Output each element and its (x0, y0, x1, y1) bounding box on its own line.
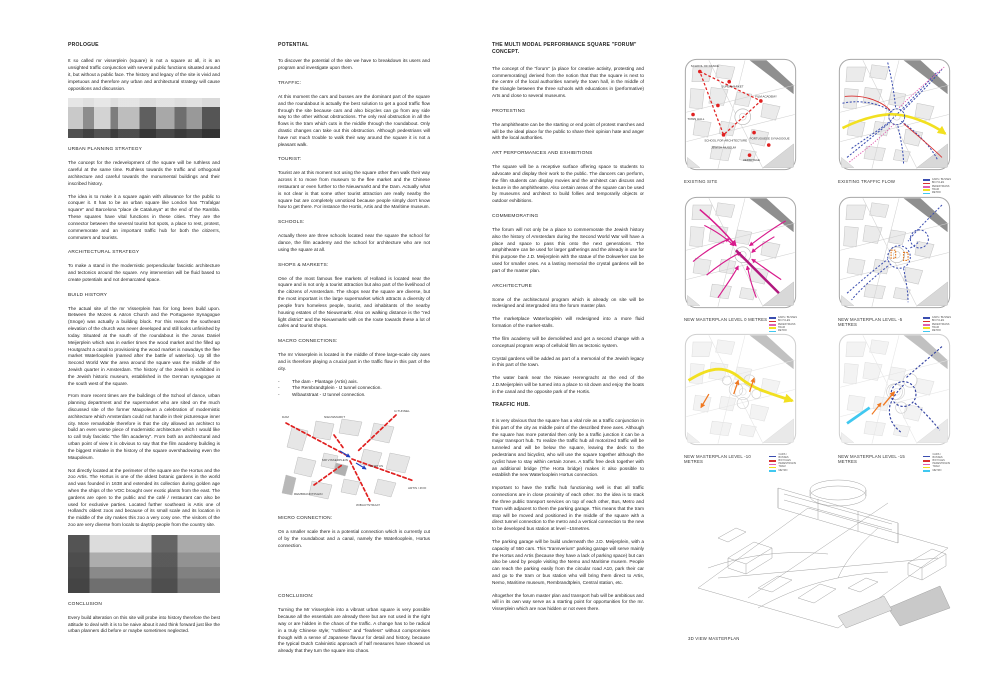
paragraph: It so called mr visserplein (square) is not a square at all, it is an unsighted traffic conjunction with several public functions situated around it, but without a public face. The history and legacy of the site is vivid and impetuous and therefore any urban and architectural strategy will cause oppositions and discussion. (68, 58, 220, 91)
legend-entry: CARS / BUSSES (769, 317, 797, 320)
legend-entry: TRAM (923, 466, 951, 469)
paragraph: The square will be a receptive surface offering space to students to advocate and display their work to the public. The dancers can perform, the film students can display movies and the architect can discuss and lecture in the amphitheatre. Also certain areas of the square can be used by museums and architect to build follies and temporarily objects or outdoor exhibitions. (492, 164, 644, 204)
paragraph: The concept for the redevelopment of the square will be ruthless and careful at the same time. Ruthless towards the traffic and orthogonal architecture and careful towards the monumental buildings and their inscribed history. (68, 160, 220, 186)
section-heading: MACRO CONNECTIONS: (278, 339, 338, 345)
paragraph: Some of the architectural program which is already on site will be redesigned and intergraded into the forum master plan. (492, 296, 644, 309)
legend-entry: BICYCLES (923, 182, 951, 185)
legend-swatch (769, 456, 776, 458)
legend-swatch (769, 321, 776, 323)
paragraph: Altogether the forum master plan and transport hub will be ambitious and will in its own way serve as a starting point for opportunities for the mr. Visserplein which are now hidden or not even there. (492, 592, 644, 612)
column-forum-concept (492, 42, 644, 682)
site-label-hermitage: HERMITAGE (742, 157, 760, 162)
legend-entry: TRAM (923, 327, 951, 330)
paragraph: On a smaller scale there is a potential connection which is currently cut of by the roundabout and a canal, namely the Waterlooplein, Hortus connection. (278, 528, 430, 548)
legend-swatch (923, 183, 930, 185)
legend-entry: CARS / BUSSES (923, 317, 951, 320)
legend-entry: TRAM (923, 189, 951, 192)
paragraph: At this moment the cars and busses are the dominant part of the square and the roundabout is actually the best solution to get a good traffic flow through the site because cars and also bicycles can go from any side way to the other without obstructions. The only real obstruction in all the flows is the tram which cuts in the middle through the roundabout. Only drastic changes can take out this obstruction. Although pedestrians will have not much trouble to walk their way around the square it is not a pleasant walk. (278, 93, 430, 147)
section-title: PROLOGUE (68, 42, 99, 48)
map-masterplan-level-minus10 (684, 329, 797, 472)
section-heading: CONCLUSION: (278, 594, 314, 600)
paragraph: Actually there are three schools located near the square the school for dance, the film academy and the school for architecture who are not using the square at all. (278, 233, 430, 252)
legend-entry: PEDESTRIANS (923, 324, 951, 327)
section-title: THE MULTI MODAL PERFORMANCE SQUARE "FORUM" CONCEPT. (492, 42, 637, 56)
legend-swatch (923, 464, 930, 466)
paragraph: Important to have the traffic hub functioning well is that all traffic connections are in close proximity of each other. So the idea is to stack the three public transport services on top of each other, Bus, Metro and Tram with adjacent to them the parking garage. This means that the tram stop will be moved and positioned in the middle of the square with a direct tunnel connection to the metro and a vertical connection to the new to be developed bus station at level –15metres. (492, 485, 644, 532)
legend-swatch (923, 179, 930, 181)
legend-entry: PEDESTRIANS (923, 463, 951, 466)
photo-street-view (68, 535, 220, 593)
site-label-supermarket: SUPERMARKET (721, 84, 744, 89)
paragraph: It is very obvious that the square has a vital role as a traffic conjunction in this part of the city as middle point of the described three axes. Although the square has more potential then only be a traffic junction it can be a major transport hub. To realize the traffic hub all motorized traffic will be tunneled and will be below the square, leaving the deck to the pedestrians and bicyclist, who will use the square together although the cyclist have to stay within certain zones. A traffic free deck together with an additional bridge (The Horta bridge) makes it also possible to establish the new Waterlooplein Hortus connection. (492, 417, 644, 478)
legend-swatch (923, 189, 930, 191)
paragraph: Tourist are at this moment not using the square other then walk their way across it to move from museum to the flee market and the Chinese restaurant or even further to the Nieuwmarkt and the Dam. Actually what is not clear is that some other tourist attraction are really nearby the square but are completely unnoticed because people simply don't know how to get there. For instance the Hortis, Artis and the Maritime museum. (278, 170, 430, 210)
paragraph: The concept of the "forum" (a place for creative activity, protesting and commemorating) derived from the notion that that the square is next to the centre of the local authorities namely the town hall, in the middle of the triangle between the three schools with educations in (performative) Arts and close to several museums. (492, 65, 644, 98)
site-label-school-for-architecture: SCHOOL FOR ARCHITECTURE (704, 138, 748, 143)
legend-entry: METRO (769, 330, 797, 333)
masterplan-3d-view (688, 468, 962, 633)
legend-entry: BICYCLES (769, 320, 797, 323)
legend-entry: PEDESTRIANS (923, 186, 951, 189)
3d-view-caption: 3D VIEW MASTERPLAN (688, 636, 740, 641)
bullet-list (278, 379, 430, 399)
macro-label-artis: ARTIS / ZOO (408, 485, 427, 490)
legend-swatch (769, 460, 776, 462)
bullet-item: - Wibautstraat - IJ tunnel connection. (278, 392, 366, 398)
paragraph: Every build alteration on this site will probe into history therefore the best attitude to deal with it is to be naive about it and think forward just like the urban planners did before or maybe sometimes neglected. (68, 614, 220, 634)
paragraph: The film academy will be demolished and get a second change with a conceptual program wrap of celluloid film as tectonic system. (492, 335, 644, 348)
legend-swatch (923, 324, 930, 326)
macro-label-hortus: HORTUS (370, 463, 384, 468)
bullet-item: - The dam - Plantage (Artis) axis. (278, 378, 358, 384)
legend-entry: PEDESTRIANS (769, 324, 797, 327)
section-heading: ARCHITECTURAL STRATEGY (68, 250, 140, 256)
paragraph: The forum will not only be a place to commemorate the Jewish history also the history of Amsterdam during the Second World War will have a place and space to pass this onto the next generations. The amphitheatre can be used for larger gatherings and the already in use for this purpose the J.D. Meijerplein with the statue of the Dokwerker can be used for smaller ones. As a lasting memorial the crystal gardens will be part of the master plan. (492, 226, 644, 273)
legend-entry: METRO (923, 330, 951, 333)
section-heading: MICRO CONNECTION: (278, 515, 333, 521)
paragraph: One of the most famous flee markets of Holland is located near the square and is not only a tourist attraction but also part of the livelihood of the citizens of Amsterdam. The shops near the square are diverse, but the most important is the large supermarket which attracts a diversity of people from homeless people, tourist, and inhabitants of the nearby housing estates of the Nieuwmarkt. Also on walking distance is the "red light district" and the Nieuwmarkt with on the route towards these a lot of cafes and tourist shops. (278, 275, 430, 329)
section-heading: SHOPS & MARKETS: (278, 262, 329, 268)
paragraph: To make a stand in the modernistic perpendicular fascistic architecture and tectonics around the square. Any intervention will be fluid based to create potentials and not demarcated space. (68, 263, 220, 282)
legend-entry: BICYCLES (769, 460, 797, 463)
map-existing-traffic-flow (838, 54, 951, 195)
map-masterplan-level-0 (684, 192, 797, 333)
paragraph: Not directly located at the perimeter of the square are the Hortus and the zoo Artis. The Hortus is one of the oldest botanic gardens in the world and was founded in 1638 and extended its collection during golden age when the ships of the VOC brought over exotic plants from the east. The gardens are open to the public and the café / restaurant can also be used for exclusive parties. Located further southeast is Artis one of Holland's oldest zoos and because of its small scale and its location in the middle of the city makes this zoo a very cosy one. The visitors of the zoo are very diverse from locals to daytrip people from the country site. (68, 467, 220, 528)
column-prologue (68, 42, 220, 682)
legend-swatch (923, 317, 930, 319)
macro-label-wibautstraat: WIBAUTSTRAAT (356, 502, 381, 507)
legend-entry: CARS / BUSSES (769, 454, 797, 459)
section-heading: ART PERFORMANCES AND EXHIBITIONS (492, 151, 593, 157)
macro-label-rembrandtplein: REMBRANDTPLEIN (294, 491, 323, 496)
map-caption-masterplan-minus10: NEW MASTERPLAN LEVEL -10 METRES (684, 454, 751, 464)
legend-entry: TRAM (769, 327, 797, 330)
map-masterplan-level-minus5 (838, 192, 951, 333)
map-existing-site (684, 54, 797, 184)
paragraph: Turning the Mr Visserplein into a vibrant urban square is very possible because all the essentials are already there but are not used in the right way or are hidden in the chaos of the traffic. A change has to be radical in a truly Chinese style; "ruthless" and "fearless" without compromises though with a sense of Japanese flavour for detail and history, because the typical Dutch Calvinistic approach of half measures have showed us already that they turn the square into chaos. (278, 607, 430, 654)
legend-entry: PEDESTRIANS (769, 463, 797, 466)
map-caption-masterplan-0: NEW MASTERPLAN LEVEL 0 METRES (684, 317, 768, 322)
paragraph: The mr Visserplein is located in the middle of three large-scale city axes and is therefore playing a crucial part in the traffic flow in this part of the city. (278, 352, 430, 371)
section-heading: PROTESTING (492, 108, 526, 114)
section-heading: TOURIST: (278, 157, 302, 163)
legend-entry: METRO (923, 470, 951, 473)
section-heading: URBAN PLANNING STRATEGY (68, 147, 143, 153)
legend-swatch (769, 464, 776, 466)
site-label-jewish-museum: JEWISH MUSEUM (711, 145, 736, 150)
paragraph: The marketplace Waterlooplein will redesigned into a more fluid formation of the market-stalls. (492, 316, 644, 329)
map-caption-masterplan-minus5: NEW MASTERPLAN LEVEL -5 METRES (838, 317, 903, 327)
legend-swatch (923, 186, 930, 188)
spacer (278, 555, 430, 585)
site-label-portuguese-synagogue: PORTUGUESE SYNAGOGUE (749, 136, 790, 141)
legend-entry: METRO (769, 470, 797, 473)
macro-label-visserplein: MR VISSERPLEIN (322, 457, 348, 462)
legend-entry: CARS / BUSSES (923, 454, 951, 459)
site-label-film-academy: FILM ACADEMY (755, 94, 777, 99)
section-heading: CONCLUSION (68, 601, 102, 607)
paragraph: The amphitheatre can be the starting or end point of protest marches and will be the ideal place for the public to share their opinion hate and anger with the local authorities. (492, 121, 644, 141)
section-heading: COMMEMORATING (492, 214, 539, 220)
paragraph: The water bank near the Nieuwe Herengracht at the end of the J.D.Meijerplein will be turned into a place to sit down and enjoy the boats in the canal and the opposite park of the Hortis. (492, 375, 644, 394)
macro-label-ij-tunnel: IJ-TUNNEL (394, 408, 410, 413)
map-masterplan-level-minus15 (838, 329, 951, 472)
paragraph: From more recent times are the buildings of the School of dance, urban planning department and the supermarket who are sited on the much discussed site of the former Maupoleum a celebration of modernistic architecture which Amsterdam could not handle in their picturesque inner city. More remarkable therefore is that the city allowed an architect to build an even worse piece of modernistic architecture which I would like to call truly fascistic "the film academy". From both an architectural and urban point of view it is obvious to say that the film academy building is the biggest mistake in the history of the square overshadowing even the Maupoleum. (68, 393, 220, 460)
legend-swatch (769, 324, 776, 326)
section-heading: TRAFFIC: (278, 81, 302, 86)
site-label-town-hall: TOWN HALL (687, 117, 705, 122)
map-caption-existing-traffic-flow: EXISTING TRAFFIC FLOW (838, 179, 896, 184)
paragraph: The actual site of the mr Visserplein has for long been build upon. Between the Mozes & Aäron Church and the Portuguese Synagogue (Snoge) was actually a building block. For this reason the southeast elevation of the church was never developed and still looks unfinished by today. Situated at the south of the roundabout is the Jonas Daniel Meijerplein which was in earlier times the wood market and the filled up Houtgracht a canal to provisioning the wood market is nowadays the flee market Waterlooplein (named after the battle of waterloo). Up till the Second World War the area around the square was the middle of the Jewish quarter in Amsterdam. The history of the Jewish is exhibited in the Jewish historic museum, established in the German synagogue at the south west of the square. (68, 305, 220, 386)
paragraph: The parking garage will be build underneath the J.D. Meijerplein, with a capacity of 550 cars. This "transverium" parking garage will serve mainly the Hortus and Artis (because they have a lack of parking space) but can also be used by people visiting the Nemo and Maritime musem. People can reach the parking easily from the circular road A10, park their car and go to the tram or bus station who will bring them direct to Artis, Nemo, Maritime museum, Rembrandtplein, Central station, etc. (492, 538, 644, 585)
legend-entry: CARS / BUSSES (923, 179, 951, 182)
macro-label-dam: DAM (282, 414, 289, 419)
map-caption-existing-site: EXISTING SITE (684, 179, 718, 184)
section-heading: BUILD HISTORY (68, 292, 108, 298)
bullet-item: - The Rembrandtplein - IJ tunnel connection. (278, 385, 382, 391)
paragraph: Crystal gardens will be added as part of a memorial of the Jewish legacy in this part of the town. (492, 355, 644, 368)
macro-label-nieuwmarkt: NIEUWMARKT (324, 414, 346, 419)
legend-entry: BICYCLES (923, 320, 951, 323)
legend-swatch (923, 321, 930, 323)
legend-entry: TRAM (769, 466, 797, 469)
legend-swatch (923, 456, 930, 458)
section-title: POTENTIAL (278, 42, 309, 48)
photo-square-panorama (68, 98, 220, 138)
legend-entry: METRO (923, 192, 951, 195)
site-label-school-of-dance: SCHOOL OF DANCE (690, 64, 719, 69)
legend-swatch (923, 460, 930, 462)
section-heading: ARCHITECTURE (492, 283, 532, 289)
section-title: TRAFFIC HUB. (492, 401, 531, 408)
section-heading: SCHOOLS: (278, 220, 305, 226)
legend-swatch (769, 317, 776, 319)
paragraph: To discover the potential of the site we have to breakdown its users and program and investigate upon them. (278, 58, 430, 71)
macro-connections-map (278, 405, 430, 507)
legend-entry: BICYCLES (923, 460, 951, 463)
column-potential (278, 42, 430, 682)
paragraph: The idea is to make it a square again with allowance for the public to conquer it. It has to be an urban square like London has "Trafalgar square" and Barcelona "place de Catalunya" at the end of the Rambla. These squares have vital functions in these cities. They are the connector between the several tourist hot spots, a place to rest, protest, commemorate and an important traffic hub for both the citizen's, commuters and tourists. (68, 193, 220, 240)
map-caption-masterplan-minus15: NEW MASTERPLAN LEVEL -15 METRES (838, 454, 905, 464)
